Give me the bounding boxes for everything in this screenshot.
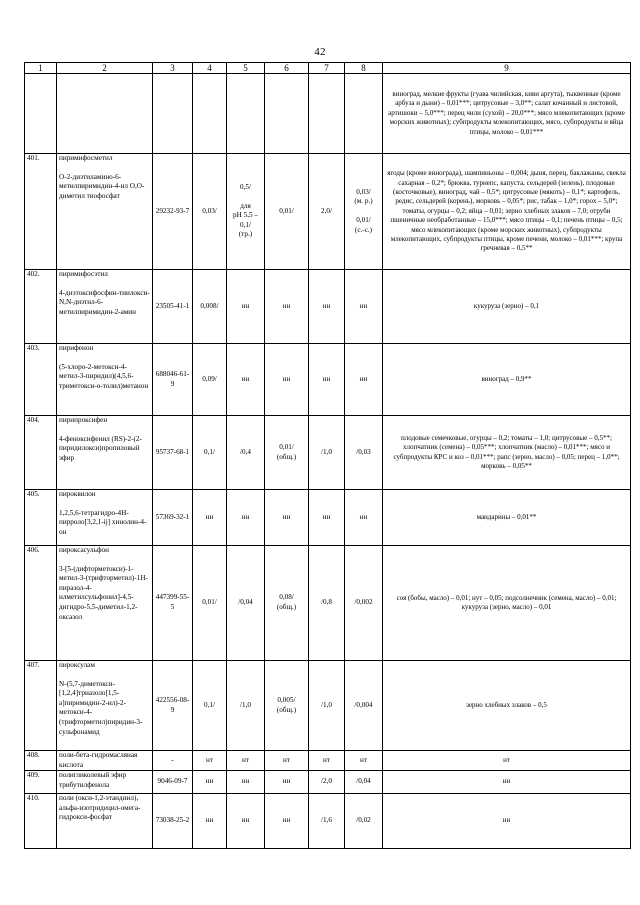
col-8-value bbox=[345, 546, 383, 661]
col-4-value bbox=[193, 751, 227, 771]
row-number bbox=[25, 416, 57, 490]
col-7-value bbox=[309, 751, 345, 771]
cell-text: 0,01/ bbox=[202, 598, 217, 607]
cell-line bbox=[347, 207, 380, 216]
column-header: 4 bbox=[193, 63, 227, 74]
cell-text: 2,0/ bbox=[321, 206, 332, 215]
usage-text bbox=[383, 154, 631, 270]
cell-line: (м. р.) bbox=[354, 197, 373, 206]
col-8-value bbox=[345, 794, 383, 849]
cas-number bbox=[153, 270, 193, 344]
col-8-value bbox=[345, 270, 383, 344]
col-4-value bbox=[193, 661, 227, 751]
cell-text: нн bbox=[322, 512, 331, 521]
column-header: 2 bbox=[57, 63, 153, 74]
table-row bbox=[25, 416, 631, 490]
cell-line: нн bbox=[241, 374, 250, 383]
cell-text: соя (бобы, масло) – 0,01; нут – 0,05; подсолнечник (семена, масло) – 0,01; кукуруза (зерно, масло) – 0,01 bbox=[396, 593, 617, 611]
cell-text: /1,0 bbox=[321, 447, 332, 456]
cell-line: нн bbox=[282, 374, 291, 383]
col-6-value bbox=[265, 771, 309, 794]
row-number bbox=[25, 154, 57, 270]
col-5-value bbox=[227, 751, 265, 771]
cell-line: нн bbox=[359, 374, 368, 383]
nm-body: 1,2,5,6-тетрагидро-4Н-пирроло[3,2,1-ij] хинолин-4-он bbox=[59, 508, 147, 536]
cell-line: нн bbox=[282, 301, 291, 310]
cas-number bbox=[153, 154, 193, 270]
cell-text: /1,0 bbox=[321, 700, 332, 709]
usage-text bbox=[383, 661, 631, 751]
cell-text: нн bbox=[205, 816, 214, 825]
cas-number bbox=[153, 490, 193, 546]
nm-head: пироксулам bbox=[59, 661, 95, 669]
cell-line: нн bbox=[282, 816, 291, 825]
col-5-value bbox=[227, 794, 265, 849]
col-8-value bbox=[345, 416, 383, 490]
cell-text: 403. bbox=[27, 344, 40, 352]
cell-text: 404. bbox=[27, 416, 40, 424]
substance-name bbox=[57, 270, 153, 344]
substance-name bbox=[57, 154, 153, 270]
col-4-value bbox=[193, 416, 227, 490]
col-5-value bbox=[227, 416, 265, 490]
nm-body: 4-диэтоксифосфин-тиилокси-N,N-диэтил-6-метилпиримидин-2-амин bbox=[59, 288, 150, 316]
usage-text bbox=[383, 771, 631, 794]
cell-line: нт bbox=[360, 755, 367, 764]
substance-name bbox=[57, 416, 153, 490]
cell-line: (общ.) bbox=[276, 705, 297, 714]
table-row bbox=[25, 344, 631, 416]
cell-text: /1,6 bbox=[321, 816, 332, 825]
col-7-value bbox=[309, 794, 345, 849]
column-header: 1 bbox=[25, 63, 57, 74]
col-5-value bbox=[227, 546, 265, 661]
usage-text bbox=[383, 794, 631, 849]
cell-text: виноград – 0,9** bbox=[481, 374, 532, 383]
cell-text: 73038-25-2 bbox=[155, 816, 190, 825]
cell-line: 0,01/ bbox=[279, 442, 294, 451]
col-4-value bbox=[193, 490, 227, 546]
cell-line: для bbox=[240, 201, 251, 210]
col-5-value bbox=[227, 490, 265, 546]
cell-text: 422556-08-9 bbox=[155, 695, 190, 714]
cell-line: 0,01/ bbox=[356, 216, 371, 224]
cell-line: /0,04 bbox=[356, 777, 371, 786]
usage-text bbox=[383, 270, 631, 344]
cell-text: кукуруза (зерно) – 0,1 bbox=[473, 301, 540, 310]
column-header: 9 bbox=[383, 63, 631, 74]
cell-line: рН 5,5 – bbox=[233, 211, 258, 220]
table-header-row bbox=[25, 63, 631, 74]
table-row bbox=[25, 154, 631, 270]
cas-number bbox=[153, 344, 193, 416]
col-7-value bbox=[309, 74, 345, 154]
nm-body: поли-бета-гидромасляная кислота bbox=[59, 751, 138, 769]
cell-text: нт bbox=[323, 755, 330, 764]
cell-text: 0,09/ bbox=[202, 374, 217, 383]
cell-text: 410. bbox=[27, 794, 40, 803]
nm-body: 4-феноксифенил (RS)-2-(2-пиридилокси)пропиловый эфир bbox=[59, 434, 142, 462]
col-5-value bbox=[227, 661, 265, 751]
cas-number bbox=[153, 751, 193, 771]
cell-line: 0,1/ bbox=[240, 220, 251, 229]
cell-text: ягоды (кроме винограда), шампиньоны – 0,004; дыня, перец, баклажаны, свекла сахарная – 0,2*; брюква, турнепс, капуста, сельдерей (зелень), плодовые (косточковые), виноград, чай – 0,5*; цитрусовые (мякоть) – 0,1*; картофель, редис, сельдерей (корень), морковь – 0,05*; рис, табак – 1,0*; горох – 5,0*; томаты, огурцы – 0,2; яйца – 0,01; зерно хлебных злаков – 7,0; отруби пшеничные необработанные – 15,0***; мясо птицы – 0,1; печень птицы – 0,5; мясо млекопитающих (кроме морских животных), субпродукты млекопитающих, субпродукты птицы, кроме печени, молоко – 0,01***; крупа гречневая – 0,5** bbox=[387, 169, 626, 253]
col-5-value bbox=[227, 771, 265, 794]
cell-line: нн bbox=[359, 512, 368, 521]
substance-name bbox=[57, 74, 153, 154]
table-row bbox=[25, 490, 631, 546]
cell-line: 0,01/ bbox=[279, 206, 294, 215]
nm-head: пиримифосметил bbox=[59, 154, 113, 162]
regulation-table bbox=[24, 62, 631, 849]
cell-text: зерно хлебных злаков – 0,5 bbox=[466, 700, 547, 709]
cell-text: нн bbox=[322, 301, 331, 310]
cell-text: 406. bbox=[27, 546, 40, 554]
nm-body: поли (окси-1,2-этандиил), альфа-изотридецил-омега-гидрокси-фосфат bbox=[59, 794, 141, 822]
col-4-value bbox=[193, 546, 227, 661]
cell-text: 447399-55-5 bbox=[155, 593, 190, 611]
col-8-value bbox=[345, 490, 383, 546]
substance-name bbox=[57, 344, 153, 416]
cell-line: нн bbox=[282, 512, 291, 521]
row-number bbox=[25, 794, 57, 849]
cell-line: /0,002 bbox=[354, 598, 373, 607]
col-6-value bbox=[265, 154, 309, 270]
cell-line: /0,03 bbox=[356, 447, 371, 456]
col-7-value bbox=[309, 154, 345, 270]
usage-text bbox=[383, 416, 631, 490]
cell-text: нн bbox=[502, 777, 511, 786]
cell-line: /1,0 bbox=[240, 700, 251, 709]
row-number bbox=[25, 270, 57, 344]
cell-line: /0,04 bbox=[238, 598, 253, 607]
cell-text: нн bbox=[502, 816, 511, 825]
cell-text: 9046-09-7 bbox=[157, 777, 188, 786]
col-8-value bbox=[345, 344, 383, 416]
nm-head: пиримифосэтил bbox=[59, 270, 108, 278]
col-4-value bbox=[193, 154, 227, 270]
table-row bbox=[25, 661, 631, 751]
col-6-value bbox=[265, 546, 309, 661]
cell-text: 688046-61-9 bbox=[155, 369, 190, 388]
cell-text: нт bbox=[206, 755, 213, 764]
table-row bbox=[25, 771, 631, 794]
col-6-value bbox=[265, 794, 309, 849]
cell-text: 0,008/ bbox=[200, 301, 219, 310]
col-4-value bbox=[193, 344, 227, 416]
cas-number bbox=[153, 546, 193, 661]
column-header: 8 bbox=[345, 63, 383, 74]
row-number bbox=[25, 490, 57, 546]
cell-line: (общ.) bbox=[276, 452, 297, 461]
table-row bbox=[25, 794, 631, 849]
cell-text: 23505-41-1 bbox=[155, 301, 190, 310]
substance-name bbox=[57, 771, 153, 794]
cell-text: 405. bbox=[27, 490, 40, 498]
cell-text: нн bbox=[205, 777, 214, 786]
col-4-value bbox=[193, 74, 227, 154]
cell-text: нт bbox=[503, 755, 510, 764]
col-7-value bbox=[309, 771, 345, 794]
nm-head: пироксасульфон bbox=[59, 546, 109, 554]
nm-body: N-(5,7-диметокси-[1,2,4]триазоло[1,5-а]пиримидин-2-ил)-2-метокси-4-(трифторметил)пиридин-3-сульфонамид bbox=[59, 679, 143, 736]
col-7-value bbox=[309, 490, 345, 546]
cell-line: 0,005/ bbox=[277, 695, 296, 704]
col-8-value bbox=[345, 661, 383, 751]
row-number bbox=[25, 344, 57, 416]
col-5-value bbox=[227, 270, 265, 344]
cell-text: 402. bbox=[27, 270, 40, 278]
table-row bbox=[25, 546, 631, 661]
cell-line: 0,5/ bbox=[240, 183, 251, 192]
nm-head: пироквилон bbox=[59, 490, 96, 498]
usage-text bbox=[383, 344, 631, 416]
cell-line: нн bbox=[282, 777, 291, 786]
col-5-value bbox=[227, 154, 265, 270]
col-8-value bbox=[345, 771, 383, 794]
nm-head: пирипроксифен bbox=[59, 416, 108, 424]
col-7-value bbox=[309, 344, 345, 416]
column-header: 3 bbox=[153, 63, 193, 74]
cell-text: 409. bbox=[27, 771, 40, 780]
cell-line: нт bbox=[242, 755, 249, 764]
table-row bbox=[25, 751, 631, 771]
table-row bbox=[25, 74, 631, 154]
nm-body: 3-[5-(дифторметокси)-1-метил-3-(трифторметил)-1Н-пиразол-4-илметилсульфонил]-4,5-дигидро-5,5-диметил-1,2-оксазол bbox=[59, 564, 148, 621]
cell-text: виноград, мелкие фрукты (гуава чилийская, киви аргута), тыквенные (кроме арбуза и дыни) – 0,01***; цитрусовые – 3,0**; салат кочанный и листовой, артишоки – 5,0***; перец чили (сухой) – 20,0***; мясо млекопитающих (кроме морских животных); субпродукты млекопитающих, мясо, субпродукты и яйца птицы, молоко – 0,01*** bbox=[388, 89, 625, 136]
nm-body: полигликолевый эфир трибутилфенола bbox=[59, 771, 127, 789]
cell-text: /2,0 bbox=[321, 777, 332, 786]
usage-text bbox=[383, 490, 631, 546]
cell-text: - bbox=[171, 755, 174, 764]
cas-number bbox=[153, 771, 193, 794]
cell-text: 95737-68-1 bbox=[155, 447, 190, 456]
cell-line: /0,004 bbox=[354, 700, 373, 709]
col-6-value bbox=[265, 344, 309, 416]
col-7-value bbox=[309, 270, 345, 344]
nm-head: пирифенон bbox=[59, 344, 94, 352]
col-6-value bbox=[265, 661, 309, 751]
usage-text bbox=[383, 751, 631, 771]
usage-text bbox=[383, 74, 631, 154]
nm-body: О-2-диэтиламино-6-метилпиримидин-4-ил О,О-диметил тиофосфат bbox=[59, 172, 145, 200]
column-header: 5 bbox=[227, 63, 265, 74]
substance-name bbox=[57, 661, 153, 751]
usage-text bbox=[383, 546, 631, 661]
col-8-value bbox=[345, 751, 383, 771]
cell-line: нн bbox=[241, 777, 250, 786]
cell-line: /0,02 bbox=[356, 816, 371, 825]
cell-text: 0,03/ bbox=[202, 206, 217, 215]
cell-line: 0,03/ bbox=[356, 187, 371, 196]
row-number bbox=[25, 771, 57, 794]
cell-text: 0,1/ bbox=[204, 700, 215, 709]
cas-number bbox=[153, 416, 193, 490]
cas-number bbox=[153, 794, 193, 849]
cell-line bbox=[229, 193, 262, 202]
cell-text: 57369-32-1 bbox=[155, 512, 190, 521]
cell-text: 0,1/ bbox=[204, 447, 215, 456]
cell-text: 401. bbox=[27, 154, 40, 162]
cell-line: нн bbox=[241, 301, 250, 310]
cell-line: (тр.) bbox=[238, 230, 253, 239]
cell-text: 407. bbox=[27, 661, 40, 669]
col-7-value bbox=[309, 416, 345, 490]
cell-text: 408. bbox=[27, 751, 40, 759]
col-4-value bbox=[193, 794, 227, 849]
col-7-value bbox=[309, 546, 345, 661]
col-6-value bbox=[265, 270, 309, 344]
col-4-value bbox=[193, 270, 227, 344]
row-number bbox=[25, 74, 57, 154]
cell-line: (с.-с.) bbox=[354, 225, 373, 234]
cell-text: нн bbox=[322, 374, 331, 383]
row-number bbox=[25, 751, 57, 771]
substance-name bbox=[57, 751, 153, 771]
row-number bbox=[25, 661, 57, 751]
cell-text: 29232-93-7 bbox=[155, 206, 190, 215]
cell-line: нн bbox=[241, 816, 250, 825]
table-row bbox=[25, 270, 631, 344]
substance-name bbox=[57, 490, 153, 546]
cell-line: 0,08/ bbox=[279, 593, 294, 602]
cell-line: нт bbox=[283, 755, 290, 764]
column-header: 6 bbox=[265, 63, 309, 74]
column-header: 7 bbox=[309, 63, 345, 74]
col-6-value bbox=[265, 490, 309, 546]
cell-line: нн bbox=[241, 512, 250, 521]
substance-name bbox=[57, 546, 153, 661]
col-4-value bbox=[193, 771, 227, 794]
cas-number bbox=[153, 74, 193, 154]
cas-number bbox=[153, 661, 193, 751]
substance-name bbox=[57, 794, 153, 849]
col-6-value bbox=[265, 74, 309, 154]
col-5-value bbox=[227, 344, 265, 416]
nm-body: (5-хлоро-2-метокси-4-метил-3-пиридил)(4,5,6-триметокси-о-толил)метанон bbox=[59, 362, 149, 390]
cell-text: плодовые семечковые, огурцы – 0,2; томаты – 1,0; цитрусовые – 0,5**; хлопчатник (семена) – 0,05***; хлопчатник (масло) – 0,01***; мясо и субпродукты КРС и коз – 0,01***; рапс (зерно, масло) – 0,05; перец – 1,0**; морковь – 0,05** bbox=[393, 433, 620, 470]
cell-line: нн bbox=[359, 301, 368, 310]
cell-text: мандарины – 0,01** bbox=[476, 512, 537, 521]
col-6-value bbox=[265, 416, 309, 490]
cell-line: /0,4 bbox=[240, 447, 251, 456]
row-number bbox=[25, 546, 57, 661]
col-8-value bbox=[345, 74, 383, 154]
cell-text: /0,8 bbox=[321, 598, 332, 607]
col-8-value bbox=[345, 154, 383, 270]
cell-text: нн bbox=[205, 512, 214, 521]
page-number: 42 bbox=[314, 46, 326, 58]
cell-line: (общ.) bbox=[276, 603, 297, 611]
col-5-value bbox=[227, 74, 265, 154]
col-6-value bbox=[265, 751, 309, 771]
col-7-value bbox=[309, 661, 345, 751]
